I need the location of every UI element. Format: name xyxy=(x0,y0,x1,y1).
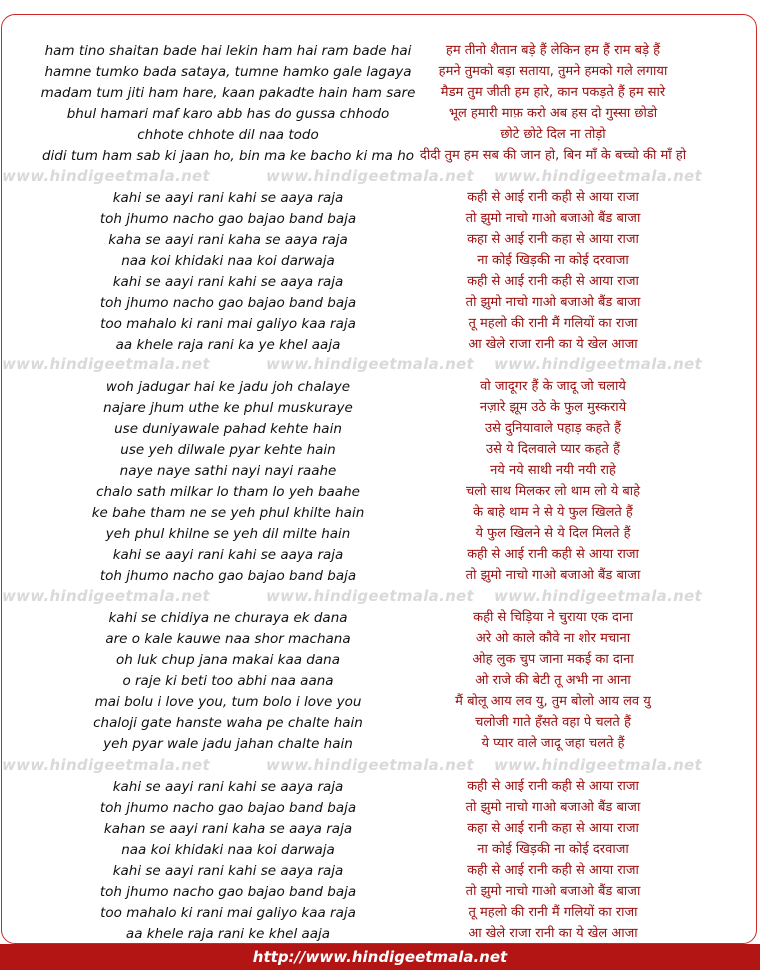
watermark-text: www.hindigeetmala.net xyxy=(2,355,210,373)
lyric-line-devanagari: चलो साथ मिलकर लो थाम लो ये बाहे xyxy=(465,484,641,499)
lyric-line-devanagari: के बाहे थाम ने से ये फुल खिलते हैं xyxy=(473,505,633,520)
lyric-line-roman: ham tino shaitan bade hai lekin ham hai ram bade hai xyxy=(44,43,412,59)
lyric-line-devanagari: तू महलो की रानी मैं गलियों का राजा xyxy=(468,905,638,920)
lyric-line-roman: toh jhumo nacho gao bajao band baja xyxy=(99,800,357,816)
lyric-line-devanagari: कही से आई रानी कही से आया राजा xyxy=(467,863,639,878)
lyric-line-devanagari: छोटे छोटे दिल ना तोड़ो xyxy=(500,127,606,142)
lyric-line-devanagari: कही से चिड़िया ने चुराया एक दाना xyxy=(473,610,633,625)
lyric-line-devanagari: तू महलो की रानी मैं गलियों का राजा xyxy=(468,316,638,331)
lyric-line-roman: use duniyawale pahad kehte hain xyxy=(114,421,342,437)
lyric-line-devanagari: तो झुमो नाचो गाओ बजाओ बैंड बाजा xyxy=(465,568,641,583)
lyric-line-devanagari: ये फुल खिलने से ये दिल मिलते हैं xyxy=(475,526,631,541)
lyric-line-roman: toh jhumo nacho gao bajao band baja xyxy=(99,295,357,311)
watermark-text: www.hindigeetmala.net xyxy=(266,756,474,774)
lyric-line-roman: ke bahe tham ne se yeh phul khilte hain xyxy=(91,505,365,521)
lyric-line-devanagari: ना कोई खिड़की ना कोई दरवाजा xyxy=(477,253,629,268)
lyric-line-devanagari: तो झुमो नाचो गाओ बजाओ बैंड बाजा xyxy=(465,211,641,226)
lyric-line-devanagari: हमने तुमको बड़ा सताया, तुमने हमको गले लगाया xyxy=(438,64,668,79)
watermark-text: www.hindigeetmala.net xyxy=(266,167,474,185)
footer-url[interactable]: http://www.hindigeetmala.net xyxy=(0,944,760,970)
watermark-text: www.hindigeetmala.net xyxy=(266,587,474,605)
lyric-line-devanagari: ओ राजे की बेटी तू अभी ना आना xyxy=(475,673,631,688)
lyric-line-roman: are o kale kauwe naa shor machana xyxy=(105,631,351,647)
watermark-text: www.hindigeetmala.net xyxy=(494,756,702,774)
lyric-line-roman: chalo sath milkar lo tham lo yeh baahe xyxy=(96,484,360,500)
lyric-line-roman: naa koi khidaki naa koi darwaja xyxy=(121,842,335,858)
lyric-line-roman: yeh pyar wale jadu jahan chalte hain xyxy=(103,736,353,752)
lyric-line-roman: hamne tumko bada sataya, tumne hamko gale lagaya xyxy=(44,64,412,80)
lyric-line-devanagari: कही से आई रानी कही से आया राजा xyxy=(467,190,639,205)
lyric-line-roman: aa khele raja rani ke khel aaja xyxy=(125,926,331,942)
lyric-line-devanagari: कहा से आई रानी कहा से आया राजा xyxy=(467,821,639,836)
lyric-line-roman: naye naye sathi nayi nayi raahe xyxy=(119,463,337,479)
lyric-line-devanagari: नये नये साथी नयी नयी राहे xyxy=(490,463,616,478)
lyric-line-devanagari: चलोजी गाते हँसते वहा पे चलते हैं xyxy=(475,715,631,730)
lyric-line-roman: woh jadugar hai ke jadu joh chalaye xyxy=(105,379,351,395)
lyric-line-roman: kahi se aayi rani kahi se aaya raja xyxy=(112,190,344,206)
watermark-text: www.hindigeetmala.net xyxy=(494,355,702,373)
lyric-line-roman: too mahalo ki rani mai galiyo kaa raja xyxy=(100,316,356,332)
lyric-line-devanagari: भूल हमारी माफ़ करो अब हस दो गुस्सा छोडो xyxy=(448,106,658,121)
lyric-line-devanagari: ये प्यार वाले जादू जहा चलते हैं xyxy=(481,736,625,751)
lyric-line-devanagari: तो झुमो नाचो गाओ बजाओ बैंड बाजा xyxy=(465,295,641,310)
lyric-line-roman: kaha se aayi rani kaha se aaya raja xyxy=(108,232,348,248)
lyric-line-roman: o raje ki beti too abhi naa aana xyxy=(122,673,334,689)
watermark-text: www.hindigeetmala.net xyxy=(494,167,702,185)
lyric-line-devanagari: दीदी तुम हम सब की जान हो, बिन माँ के बच्चो की माँ हो xyxy=(419,148,687,163)
lyric-line-devanagari: उसे ये दिलवाले प्यार कहते हैं xyxy=(486,442,620,457)
lyric-line-devanagari: उसे दुनियावाले पहाड़ कहते हैं xyxy=(484,421,622,436)
lyric-line-roman: didi tum ham sab ki jaan ho, bin ma ke bacho ki ma ho xyxy=(41,148,415,164)
lyric-line-devanagari: तो झुमो नाचो गाओ बजाओ बैंड बाजा xyxy=(465,884,641,899)
lyric-line-roman: oh luk chup jana makai kaa dana xyxy=(116,652,340,668)
watermark-text: www.hindigeetmala.net xyxy=(2,587,210,605)
lyric-line-roman: mai bolu i love you, tum bolo i love you xyxy=(94,694,362,710)
lyric-line-roman: too mahalo ki rani mai galiyo kaa raja xyxy=(100,905,356,921)
lyric-line-devanagari: कहा से आई रानी कहा से आया राजा xyxy=(467,232,639,247)
watermark-text: www.hindigeetmala.net xyxy=(494,587,702,605)
lyric-line-devanagari: हम तीनो शैतान बड़े हैं लेकिन हम हैं राम बड़े हैं xyxy=(445,43,661,58)
lyric-line-devanagari: अरे ओ काले कौवे ना शोर मचाना xyxy=(475,631,631,646)
lyric-line-devanagari: कही से आई रानी कही से आया राजा xyxy=(467,547,639,562)
lyric-line-roman: kahi se aayi rani kahi se aaya raja xyxy=(112,274,344,290)
lyric-line-devanagari: वो जादूगर हैं के जादू जो चलाये xyxy=(480,379,626,394)
lyric-line-devanagari: कही से आई रानी कही से आया राजा xyxy=(467,779,639,794)
watermark-text: www.hindigeetmala.net xyxy=(2,167,210,185)
lyric-line-roman: naa koi khidaki naa koi darwaja xyxy=(121,253,335,269)
lyric-line-roman: use yeh dilwale pyar kehte hain xyxy=(120,442,336,458)
lyric-line-roman: yeh phul khilne se yeh dil milte hain xyxy=(105,526,351,542)
watermark-text: www.hindigeetmala.net xyxy=(2,756,210,774)
lyric-line-roman: toh jhumo nacho gao bajao band baja xyxy=(99,211,357,227)
lyric-line-devanagari: नज़ारे झूम उठे के फुल मुस्कराये xyxy=(479,400,627,415)
lyric-line-roman: madam tum jiti ham hare, kaan pakadte hain ham sare xyxy=(40,85,416,101)
lyric-line-roman: chhote chhote dil naa todo xyxy=(137,127,319,143)
lyric-line-roman: kahi se chidiya ne churaya ek dana xyxy=(108,610,348,626)
lyric-line-devanagari: ओह लुक चुप जाना मकई का दाना xyxy=(472,652,634,667)
lyric-line-roman: kahi se aayi rani kahi se aaya raja xyxy=(112,547,344,563)
lyric-line-devanagari: कही से आई रानी कही से आया राजा xyxy=(467,274,639,289)
lyric-line-devanagari: ना कोई खिड़की ना कोई दरवाजा xyxy=(477,842,629,857)
lyric-line-devanagari: आ खेले राजा रानी का ये खेल आजा xyxy=(468,926,638,941)
lyric-line-roman: aa khele raja rani ka ye khel aaja xyxy=(115,337,341,353)
lyric-line-roman: kahi se aayi rani kahi se aaya raja xyxy=(112,863,344,879)
lyric-line-roman: toh jhumo nacho gao bajao band baja xyxy=(99,884,357,900)
lyric-line-roman: toh jhumo nacho gao bajao band baja xyxy=(99,568,357,584)
watermark-text: www.hindigeetmala.net xyxy=(266,355,474,373)
lyric-line-roman: kahi se aayi rani kahi se aaya raja xyxy=(112,779,344,795)
lyric-line-roman: kahan se aayi rani kaha se aaya raja xyxy=(103,821,353,837)
lyric-line-devanagari: तो झुमो नाचो गाओ बजाओ बैंड बाजा xyxy=(465,800,641,815)
lyric-line-roman: chaloji gate hanste waha pe chalte hain xyxy=(93,715,363,731)
lyric-line-devanagari: आ खेले राजा रानी का ये खेल आजा xyxy=(468,337,638,352)
lyric-line-roman: najare jhum uthe ke phul muskuraye xyxy=(103,400,353,416)
lyric-line-devanagari: मैं बोलू आय लव यु, तुम बोलो आय लव यु xyxy=(455,694,651,709)
lyric-line-roman: bhul hamari maf karo abb has do gussa chhodo xyxy=(66,106,390,122)
lyric-line-devanagari: मैडम तुम जीती हम हारे, कान पकड़ते हैं हम सारे xyxy=(440,85,666,100)
